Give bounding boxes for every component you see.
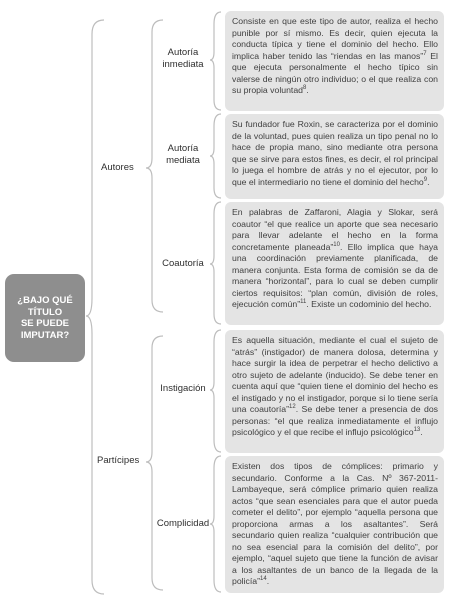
definition-text: . <box>427 176 430 187</box>
bracket-instigacion <box>210 330 221 452</box>
definition-box-autoria-inmediata <box>225 11 444 111</box>
definition-box-coautoria <box>225 202 444 325</box>
participes-bracket <box>146 336 163 590</box>
definition-text: Su fundador fue Roxin, se caracteriza por el dominio de la voluntad, pues quien realiza un tipo penal no lo hace de propia mano, sino mediante otra persona que se sirve para estos fines, es decir, el rol principal lo juega el hombre de atrás y no el ejecutor, por lo que el intermediario no tiene el dominio del hecho <box>232 119 438 187</box>
root-title: ¿BAJO QUÉ TÍTULO SE PUEDE IMPUTAR? <box>17 295 73 341</box>
footnote-ref: 14 <box>260 576 267 583</box>
category-autores: Autores <box>101 162 134 173</box>
definition-box-instigacion <box>225 330 444 453</box>
main-bracket <box>86 20 104 594</box>
definition-text: . Ello implica que haya una coordinación previamente planificada, de manera conjunta. Esta forma de comisión se da de manera “horizontal”, para lo cual se deben cumplir ciertos requisitos: “plan común, división de roles, ejecución común” <box>232 241 438 310</box>
definition-text: . <box>420 427 423 438</box>
definition-box-autoria-mediata <box>225 114 444 199</box>
definition-text: . <box>306 85 309 96</box>
definition-text: Existen dos tipos de cómplices: primario y secundario. Conforme a la Cas. Nº 367-2011-Lambayeque, será cómplice primario quien realiza actos “que sean esenciales para que el autor pueda cometer el delito”, por ejemplo “aquella persona que proporciona armas a los asaltantes”. Será secundario quien realiza “cualquier contribución que no sea esencial para la comisión del delito”, por ejemplo, “aquel sujeto que tiene la función de avisar a los asaltantes de un banco de la llegada de la policía” <box>232 461 438 587</box>
footnote-ref: 10 <box>333 241 340 248</box>
footnote-ref: 8 <box>303 85 307 92</box>
definition-text: En palabras de Zaffaroni, Alagia y Slokar, será coautor “el que realice un aporte que sea necesario para llevar adelante el hecho en la forma concretamente planeada” <box>232 207 438 252</box>
footnote-ref: 9 <box>423 176 428 183</box>
bracket-autoria-inmediata <box>210 12 221 110</box>
definition-text: . <box>266 576 270 587</box>
subcategory-autoria-inmediata: Autoría inmediata <box>162 47 204 70</box>
subcategory-autoria-mediata: Autoría mediata <box>166 143 200 166</box>
bracket-coautoria <box>210 202 221 324</box>
category-participes: Partícipes <box>97 455 140 466</box>
footnote-ref: 11 <box>300 299 307 306</box>
definition-box-complicidad <box>225 456 444 593</box>
footnote-ref: 13 <box>413 427 421 434</box>
definition-text: . Se debe tener a presencia de dos personas: “el que realiza inmediatamente el influjo psicológico y el que recibe el influjo psicológico <box>232 404 438 438</box>
footnote-ref: 12 <box>289 404 296 411</box>
subcategory-coautoria: Coautoría <box>162 258 204 269</box>
subcategory-instigacion: Instigación <box>160 383 206 394</box>
definition-text: Consiste en que este tipo de autor, realiza el hecho punible por sí mismo. Es decir, quien ejecuta la conducta típica y tiene el dominio del hecho. Ello implica haber tenido las “riendas en las manos” <box>232 16 438 61</box>
definition-text: El que ejecuta personalmente el hecho típico sin valerse de ningún otro individuo; o el que realiza con su propia voluntad <box>232 50 438 96</box>
bracket-autoria-mediata <box>210 114 221 198</box>
root-question-box <box>5 274 85 362</box>
definition-text: Es aquella situación, mediante el cual el sujeto de “atrás” (instigador) de manera dolosa, determina y hace surgir la idea de perpetrar el hecho delictivo a otro sujeto de adelante (inducido). Se debe tener en cuenta aquí que “quien tiene el dominio del hecho es el instigado y no el instigador, porque si lo tiene sería una coautoría” <box>232 335 438 415</box>
subcategory-complicidad: Complicidad <box>156 518 210 529</box>
bracket-complicidad <box>210 456 221 592</box>
definition-text: . Existe un codominio del hecho. <box>306 299 432 310</box>
footnote-ref: 7 <box>423 50 427 57</box>
